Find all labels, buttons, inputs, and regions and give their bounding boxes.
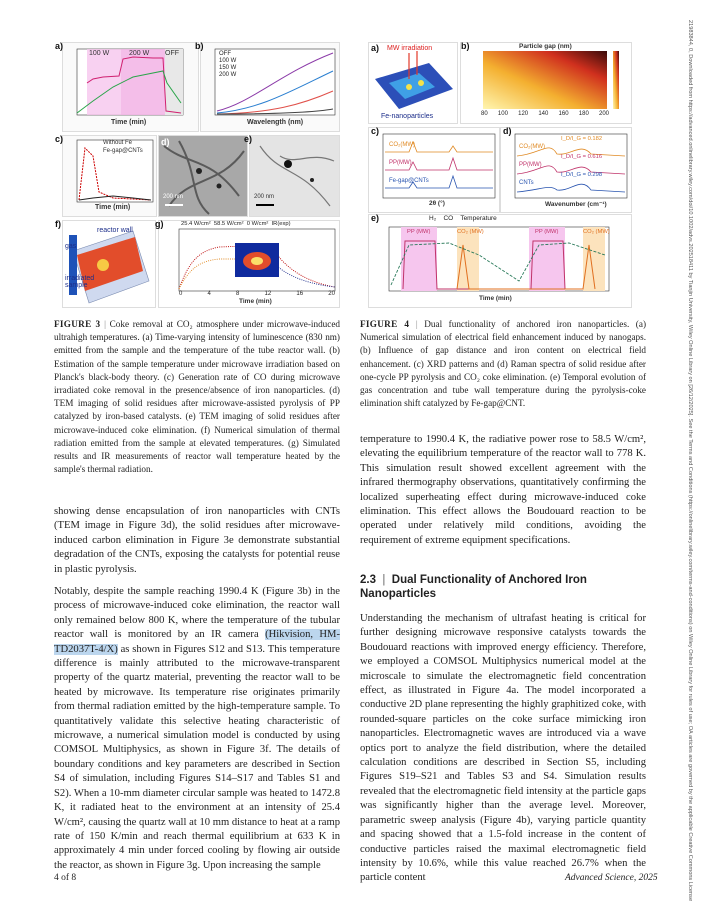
legend-entry: H₂ xyxy=(429,215,437,222)
fig4-panel-e xyxy=(368,214,632,308)
figure-4-caption-text: Dual functionality of anchored iron nanoparticles. (a) Numerical simulation of electrical field enhancement induced by nanogaps. (b) Influence of gap distance and iron content on electrical field enhancement. (c) XRD patterns and (d) Raman spectra of solid residue after one-cycle PP pyrolysis and CO₂ coke elimination. (e) Temporal evolution of gas concentration and tube wall temperature during the pyrolysis-coke elimination shift catalyzed by Fe-gap@CNT. xyxy=(360,319,647,409)
fig4e-seg-2: CO₂ (MW) xyxy=(457,229,484,235)
left-paragraph-1: showing dense encapsulation of iron nanoparticles with CNTs (TEM image in Figure 3d), the solid residues after microwave-induced carbon elimination in Figure 3e demonstrate substantial degradation of the CNTs, exposing the catalysts for potential reuse in plastic pyrolysis. xyxy=(54,506,340,575)
fig4e-xlabel: Time (min) xyxy=(479,295,512,302)
x-tick: 140 xyxy=(538,111,549,117)
fig3f-label: f) xyxy=(55,219,61,229)
fig4c-xlabel: 2θ (°) xyxy=(429,200,445,207)
tem-image-e xyxy=(250,136,339,216)
tem-image-d xyxy=(159,136,247,216)
fig4e-seg-4: CO₂ (MW) xyxy=(583,229,610,235)
fig4b-xticks xyxy=(481,111,609,117)
page-number: 4 of 8 xyxy=(54,873,77,883)
legend-entry: CO xyxy=(443,215,454,222)
fig3g-label: g) xyxy=(155,219,164,229)
x-tick: 120 xyxy=(518,111,529,117)
fig4-panel-d xyxy=(500,127,632,213)
fig4e-legend xyxy=(429,215,497,222)
fig3a-power-1: 100 W xyxy=(89,50,110,57)
x-tick: 20 xyxy=(328,291,335,297)
fig4d-ratio-3: I_D/I_G = 0.298 xyxy=(561,172,603,178)
legend-entry: Temperature xyxy=(460,215,497,222)
left-paragraph-2-part-b: as shown in Figures S12 and S13. This temperature difference is mainly attributed to the microwave-transparent property of the quartz material, preventing the reactor wall to be heated by microwave. Its temperature rise originates primarily from thermal radiation emitted by the high-temperature sample. To quantitatively validate this selective heating characteristic of microwave, a numerical simulation model is conducted by using COMSOL Multiphysics, as shown in Figure 3f. The details of boundary conditions and key parameters are described in Section S4 of simulation, including Figures S14–S17 and Tables S1 and S2). When a 10-mm diameter circular sample was heated to 1472.8 K, it radiated heat to the environment at an intensity of 25.4 W/cm², causing the quartz wall at 10 mm distance to heat at a ramp rate of 150 K/min and reach thermal equilibrium at 633 K in approximately 4 min under forced cooling by flowing air outside the reactor, as shown in Figure 3g. Upon increasing the sample xyxy=(54,643,340,871)
left-paragraph-2-part-a: Notably, despite the sample reaching 1990.4 K (Figure 3b) in the process of microwave-induced coke elimination, the reactor wall only remained below 800 K, where the temperature of the tubular reactor wall is monitored by an IR camera xyxy=(54,586,340,641)
fig3-panel-g xyxy=(155,219,340,308)
fig3-panel-d xyxy=(158,135,248,217)
fig3a-label: a) xyxy=(55,41,64,51)
fig4c-trace-1: CO₂(MW) xyxy=(389,142,415,148)
fig3g-legend xyxy=(181,221,291,227)
figure-3-caption: FIGURE 3 | Coke removal at CO₂ atmosphere under microwave-induced ultrahigh temperatures. (a) Time-varying intensity of luminescence (830 nm) emitted from the sample and the temperature of the tube reactor wall. (b) Estimation of the sample temperature under microwave irradiation based on Planck's black-body theory. (c) Generation rate of CO during microwave irradiated coke removal in the presence/absence of iron nanoparticles. (d) TEM imaging of solid residues after microwave-assisted pyrolysis of PP catalyzed by iron-based catalysts. (e) TEM imaging of solid residues after microwave-induced coke elimination. (f) Numerical simulation of thermal radiation emitted from the sample at elevated temperatures. (g) Simulated results and IR measurements of reactor wall temperature heated by the sample's thermal radiation. xyxy=(54,319,341,475)
fig4-panel-b xyxy=(460,42,632,124)
fig4d-trace-2: PP(MW) xyxy=(519,162,542,168)
fig4d-xlabel: Wavenumber (cm⁻¹) xyxy=(545,201,607,208)
fig3-panel-b xyxy=(195,41,340,132)
fig3f-text-3: irradiated sample xyxy=(65,275,95,289)
fig3g-xticks xyxy=(179,291,335,297)
figure-4-caption-head: FIGURE 4 xyxy=(360,319,410,329)
fig3f-text-2: gas xyxy=(65,243,77,250)
fig3c-xlabel: Time (min) xyxy=(95,204,131,211)
fig4d-label: d) xyxy=(503,126,512,136)
x-tick: 160 xyxy=(558,111,569,117)
fig3a-power-3: OFF xyxy=(165,50,179,57)
figure-4-caption: FIGURE 4 | Dual functionality of anchored iron nanoparticles. (a) Numerical simulation of electrical field enhancement induced by nanogaps. (b) Influence of gap distance and iron content on electrical field enhancement. (c) XRD patterns and (d) Raman spectra of solid residue after one-cycle PP pyrolysis and CO₂ coke elimination. (e) Temporal evolution of gas concentration and tube wall temperature during the pyrolysis-coke elimination shift catalyzed by Fe-gap@CNT. xyxy=(360,319,647,409)
fig4e-label: e) xyxy=(371,213,380,223)
simulation-image-4a xyxy=(369,43,457,123)
fig3-panel-e xyxy=(244,134,340,217)
fig4d-ratio-2: I_D/I_G = 0.616 xyxy=(561,154,603,160)
x-tick: 80 xyxy=(481,111,488,117)
fig4d-ratio-1: I_D/I_G = 0.182 xyxy=(561,136,603,142)
legend-entry: 0 W/cm² xyxy=(246,221,269,227)
fig3e-scale: 200 nm xyxy=(254,194,275,200)
fig4-panel-c xyxy=(368,127,500,213)
fig4e-seg-3: PP (MW) xyxy=(535,229,559,235)
fig3b-label: b) xyxy=(195,41,204,51)
x-tick: 8 xyxy=(236,291,240,297)
fig4c-trace-2: PP(MW) xyxy=(389,160,412,166)
fig4b-label: b) xyxy=(461,41,470,51)
fig3-panel-f xyxy=(55,219,156,308)
section-title: Dual Functionality of Anchored Iron Nanoparticles xyxy=(360,574,587,600)
fig4a-text-2: Fe-nanoparticles xyxy=(381,113,434,120)
fig4d-trace-1: CO₂(MW) xyxy=(519,144,545,150)
fig3c-legend-1: Without Fe xyxy=(103,140,133,146)
legend-entry: OFF xyxy=(219,51,231,57)
fig4b-xlabel: Particle gap (nm) xyxy=(519,43,572,50)
legend-entry: 58.5 W/cm² xyxy=(213,221,244,227)
fig3b-legend xyxy=(219,51,236,79)
x-tick: 16 xyxy=(296,291,304,297)
highlighted-text: (Hikvision, HM-TD2037T-4/X) xyxy=(54,629,341,655)
fig4a-label: a) xyxy=(371,43,380,53)
left-paragraph-2 xyxy=(54,585,340,873)
section-heading: 2.3 | Dual Functionality of Anchored Iron Nanoparticles xyxy=(360,574,587,600)
legend-entry: 25.4 W/cm² xyxy=(181,221,211,227)
fig4a-text-1: MW irradiation xyxy=(387,45,433,52)
fig3a-xlabel: Time (min) xyxy=(111,119,147,126)
fig3-panel-c xyxy=(55,134,157,217)
fig4d-trace-3: CNTs xyxy=(519,180,534,186)
fig3a-power-2: 200 W xyxy=(129,50,150,57)
right-paragraph-1: temperature to 1990.4 K, the radiative power rose to 58.5 W/cm², elevating the equilibrium temperature of the reactor wall to 778 K. This simulation result showed excellent agreement with the infrared thermography observations, quantitatively confirming the localized superheating effect during microwave-induced coke elimination. This effect allows the Boudouard reaction to be operated under relatively mild conditions, avoiding the requirement of extreme equipment specifications. xyxy=(360,434,646,546)
fig3c-label: c) xyxy=(55,134,64,144)
download-notice: 21983844, 0, Downloaded from https://advanced.onlinelibrary.wiley.com/doi/10.1002/advs.202518411 by Tianjin University, Wiley Online Library on [26/12/2025]. See the Terms and Conditions (https://onlinelibrary.wiley.com/terms-and-conditions) on Wiley Online Library for rules of use; OA articles are governed by the applicable Creative Commons License xyxy=(687,20,693,902)
legend-entry: 200 W xyxy=(219,72,237,78)
legend-entry: 100 W xyxy=(219,58,237,64)
fig4-panel-a xyxy=(368,42,458,124)
figure-3-caption-text: Coke removal at CO₂ atmosphere under microwave-induced ultrahigh temperatures. (a) Time-varying intensity of luminescence (830 nm) emitted from the sample and the temperature of the tube reactor wall. (b) Estimation of the sample temperature under microwave irradiation based on Planck's black-body theory. (c) Generation rate of CO during microwave irradiated coke removal in the presence/absence of iron nanoparticles. (d) TEM imaging of solid residues after microwave-assisted pyrolysis of PP catalyzed by iron-based catalysts. (e) TEM imaging of solid residues after microwave-induced coke elimination. (f) Numerical simulation of thermal radiation emitted from the sample at elevated temperatures. (g) Simulated results and IR measurements of reactor wall temperature heated by the sample's thermal radiation. xyxy=(54,319,341,475)
fig3-panel-a xyxy=(55,41,199,132)
x-tick: 12 xyxy=(264,291,272,297)
journal-name: Advanced Science, 2025 xyxy=(565,873,658,883)
section-number: 2.3 xyxy=(360,574,376,586)
fig3e-label: e) xyxy=(244,134,253,144)
fig3b-xlabel: Wavelength (nm) xyxy=(247,119,304,126)
right-paragraph-2: Understanding the mechanism of ultrafast heating is critical for further designing microwave responsive catalysts towards the Boudouard reactions with improved energy efficiency. Therefore, we employed a COMSOL Multiphysics numerical model at the microscale to simulate the electromagnetic field concentration effect, as illustrated in Figure 4a. The model incorporated a conductive 2D plane representing the highly graphitized coke, with rounded-square particles on the coke surface mimicking iron nanoparticles. Electromagnetic waves are introduced via a wave optics port to analyze the field distribution, where the detailed calculation conditions are described in Section S5, including Figures S19–S21 and Tables S3 and S4. Simulation results revealed that the electromagnetic field intensity at the particle gaps was significantly higher than the average level. Moreover, parametric sweep analysis (Figure 4b), varying particle quantity and spacing showed that a 1.5-fold increase in the content of conductive particles raised the maximal electromagnetic field intensity by 10.6%, while this value reached 26.7% when the particle content xyxy=(360,613,646,884)
fig3d-label: d) xyxy=(161,137,170,147)
x-tick: 100 xyxy=(497,111,508,117)
fig4c-label: c) xyxy=(371,126,380,136)
download-sidebar xyxy=(687,20,699,900)
x-tick: 200 xyxy=(598,111,609,117)
fig4c-trace-3: Fe-gap@CNTs xyxy=(389,178,429,184)
legend-entry: 150 W xyxy=(219,65,237,71)
figure-3-caption-head: FIGURE 3 xyxy=(54,319,101,329)
fig3g-xlabel: Time (min) xyxy=(239,298,272,305)
x-tick: 180 xyxy=(578,111,589,117)
fig3c-legend-2: Fe-gap@CNTs xyxy=(103,148,143,154)
fig4e-seg-1: PP (MW) xyxy=(407,229,431,235)
fig3d-scale: 200 nm xyxy=(163,194,184,200)
fig3f-text-1: reactor wall xyxy=(97,227,133,234)
x-tick: 0 xyxy=(179,291,183,297)
legend-entry: IR(exp) xyxy=(271,221,291,227)
x-tick: 4 xyxy=(207,291,211,297)
